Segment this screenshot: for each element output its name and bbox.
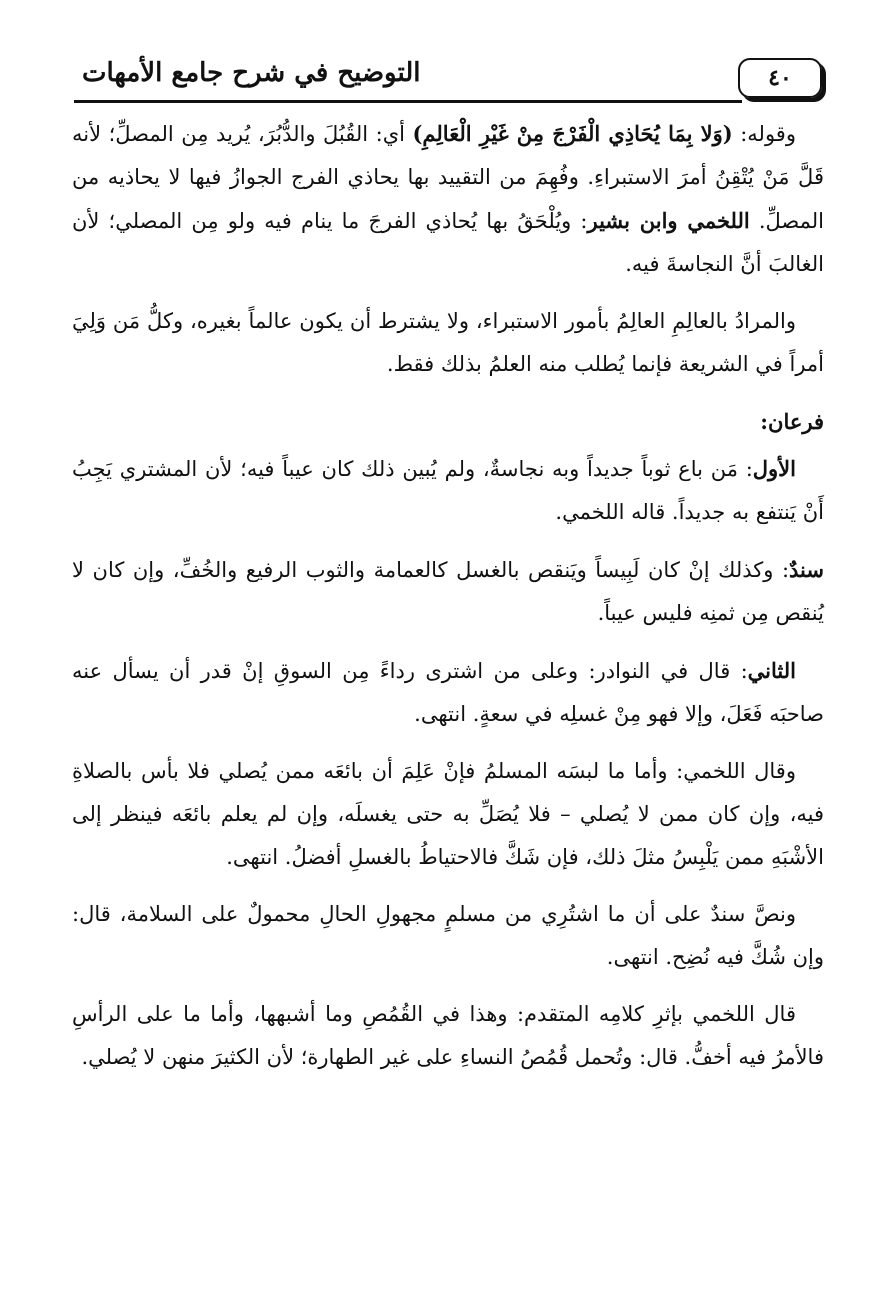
paragraph — [72, 300, 824, 386]
paragraph — [72, 112, 824, 286]
text-run: قال اللخمي بإثرِ كلامِه المتقدم: وهذا في القُمُصِ وما أشبهها، وأما ما على الرأسِ فالأمرُ فيه أخفُّ. قال: وتُحمل قُمُصُ النساءِ على غير الطهارة؛ لأن الكثيرَ منهن لا يُصلي. — [72, 1002, 824, 1069]
text-run: ونصَّ سندٌ على أن ما اشتُرِي من مسلمٍ مجهولِ الحالِ محمولٌ على السلامة، قال: وإن شُكَّ فيه نُضِح. انتهى. — [72, 902, 824, 969]
page-number: ٤٠ — [738, 58, 822, 98]
text-run: أي: القُبُلَ والدُّبُرَ، يُريد مِن المصلِّ؛ لأنه قَلَّ مَنْ يُتْقِنُ أمرَ الاستبراءِ. وفُهِمَ من التقييد بها يحاذي الفرج الجوازُ فيها لا يحاذيه من المصلِّ. — [72, 122, 824, 233]
text-run: وقال اللخمي: وأما ما لبسَه المسلمُ فإنْ عَلِمَ أن بائعَه ممن يُصلي فلا بأس بالصلاةِ فيه، وإن كان ممن لا يُصلي – فلا يُصَلِّ به حتى يغسلَه، وإن لم يعلم بائعَه فينظر إلى الأشْبَهِ ممن يَلْبِسُ مثلَ ذلك، فإن شَكَّ فالاحتياطُ بالغسلِ أفضلُ. انتهى. — [72, 759, 824, 869]
bold-term: اللخمي وابن بشير — [587, 208, 750, 233]
text-run: والمرادُ بالعالِمِ العالِمُ بأمور الاستبراء، ولا يشترط أن يكون عالماً بغيره، وكلُّ مَن وَلِيَ أمراً في الشريعة فإنما يُطلب منه العلمُ بذلك فقط. — [72, 309, 824, 376]
page-header — [74, 52, 822, 102]
bold-term: (وَلا بِمَا يُحَاذِي الْفَرْجَ مِنْ غَيْرِ الْعَالِمِ) — [412, 121, 733, 146]
bold-term: فرعان: — [760, 409, 824, 434]
header-divider — [74, 100, 742, 103]
paragraph — [72, 750, 824, 879]
text-run: : وكذلك إنْ كان لَبِيساً ويَنقص بالغسل كالعمامة والثوب الرفيع والخُفِّ، وإن كان لا يُنقص مِن ثمنِه فليس عيباً. — [72, 558, 824, 625]
text-run: : ويُلْحَقُ بها يُحاذي الفرجَ ما ينام فيه ولو مِن المصلي؛ لأن الغالبَ أنَّ النجاسةَ فيه. — [72, 209, 824, 276]
paragraph — [72, 893, 824, 979]
text-run: وقوله: — [732, 122, 796, 146]
paragraph — [72, 548, 824, 635]
paragraph — [72, 649, 824, 736]
bold-term: سندٌ — [789, 557, 824, 582]
text-run: : مَن باع ثوباً جديداً وبه نجاسةٌ، ولم يُبين ذلك كان عيباً فيه؛ لأن المشتري يَجِبُ أَنْ يَنتفع به جديداً. قاله اللخمي. — [72, 457, 824, 524]
paragraph — [72, 993, 824, 1079]
bold-term: الثاني — [747, 658, 796, 683]
page-body — [72, 112, 824, 1093]
book-title: التوضيح في شرح جامع الأمهات — [82, 58, 421, 88]
text-run: : قال في النوادر: وعلى من اشترى رداءً مِن السوقِ إنْ قدر أن يسأل عنه صاحبَه فَعَلَ، وإلا فهو مِنْ غسلِه في سعةٍ. انتهى. — [72, 659, 824, 726]
paragraph — [72, 447, 824, 534]
section-heading — [72, 400, 824, 443]
bold-term: الأول — [752, 456, 796, 481]
